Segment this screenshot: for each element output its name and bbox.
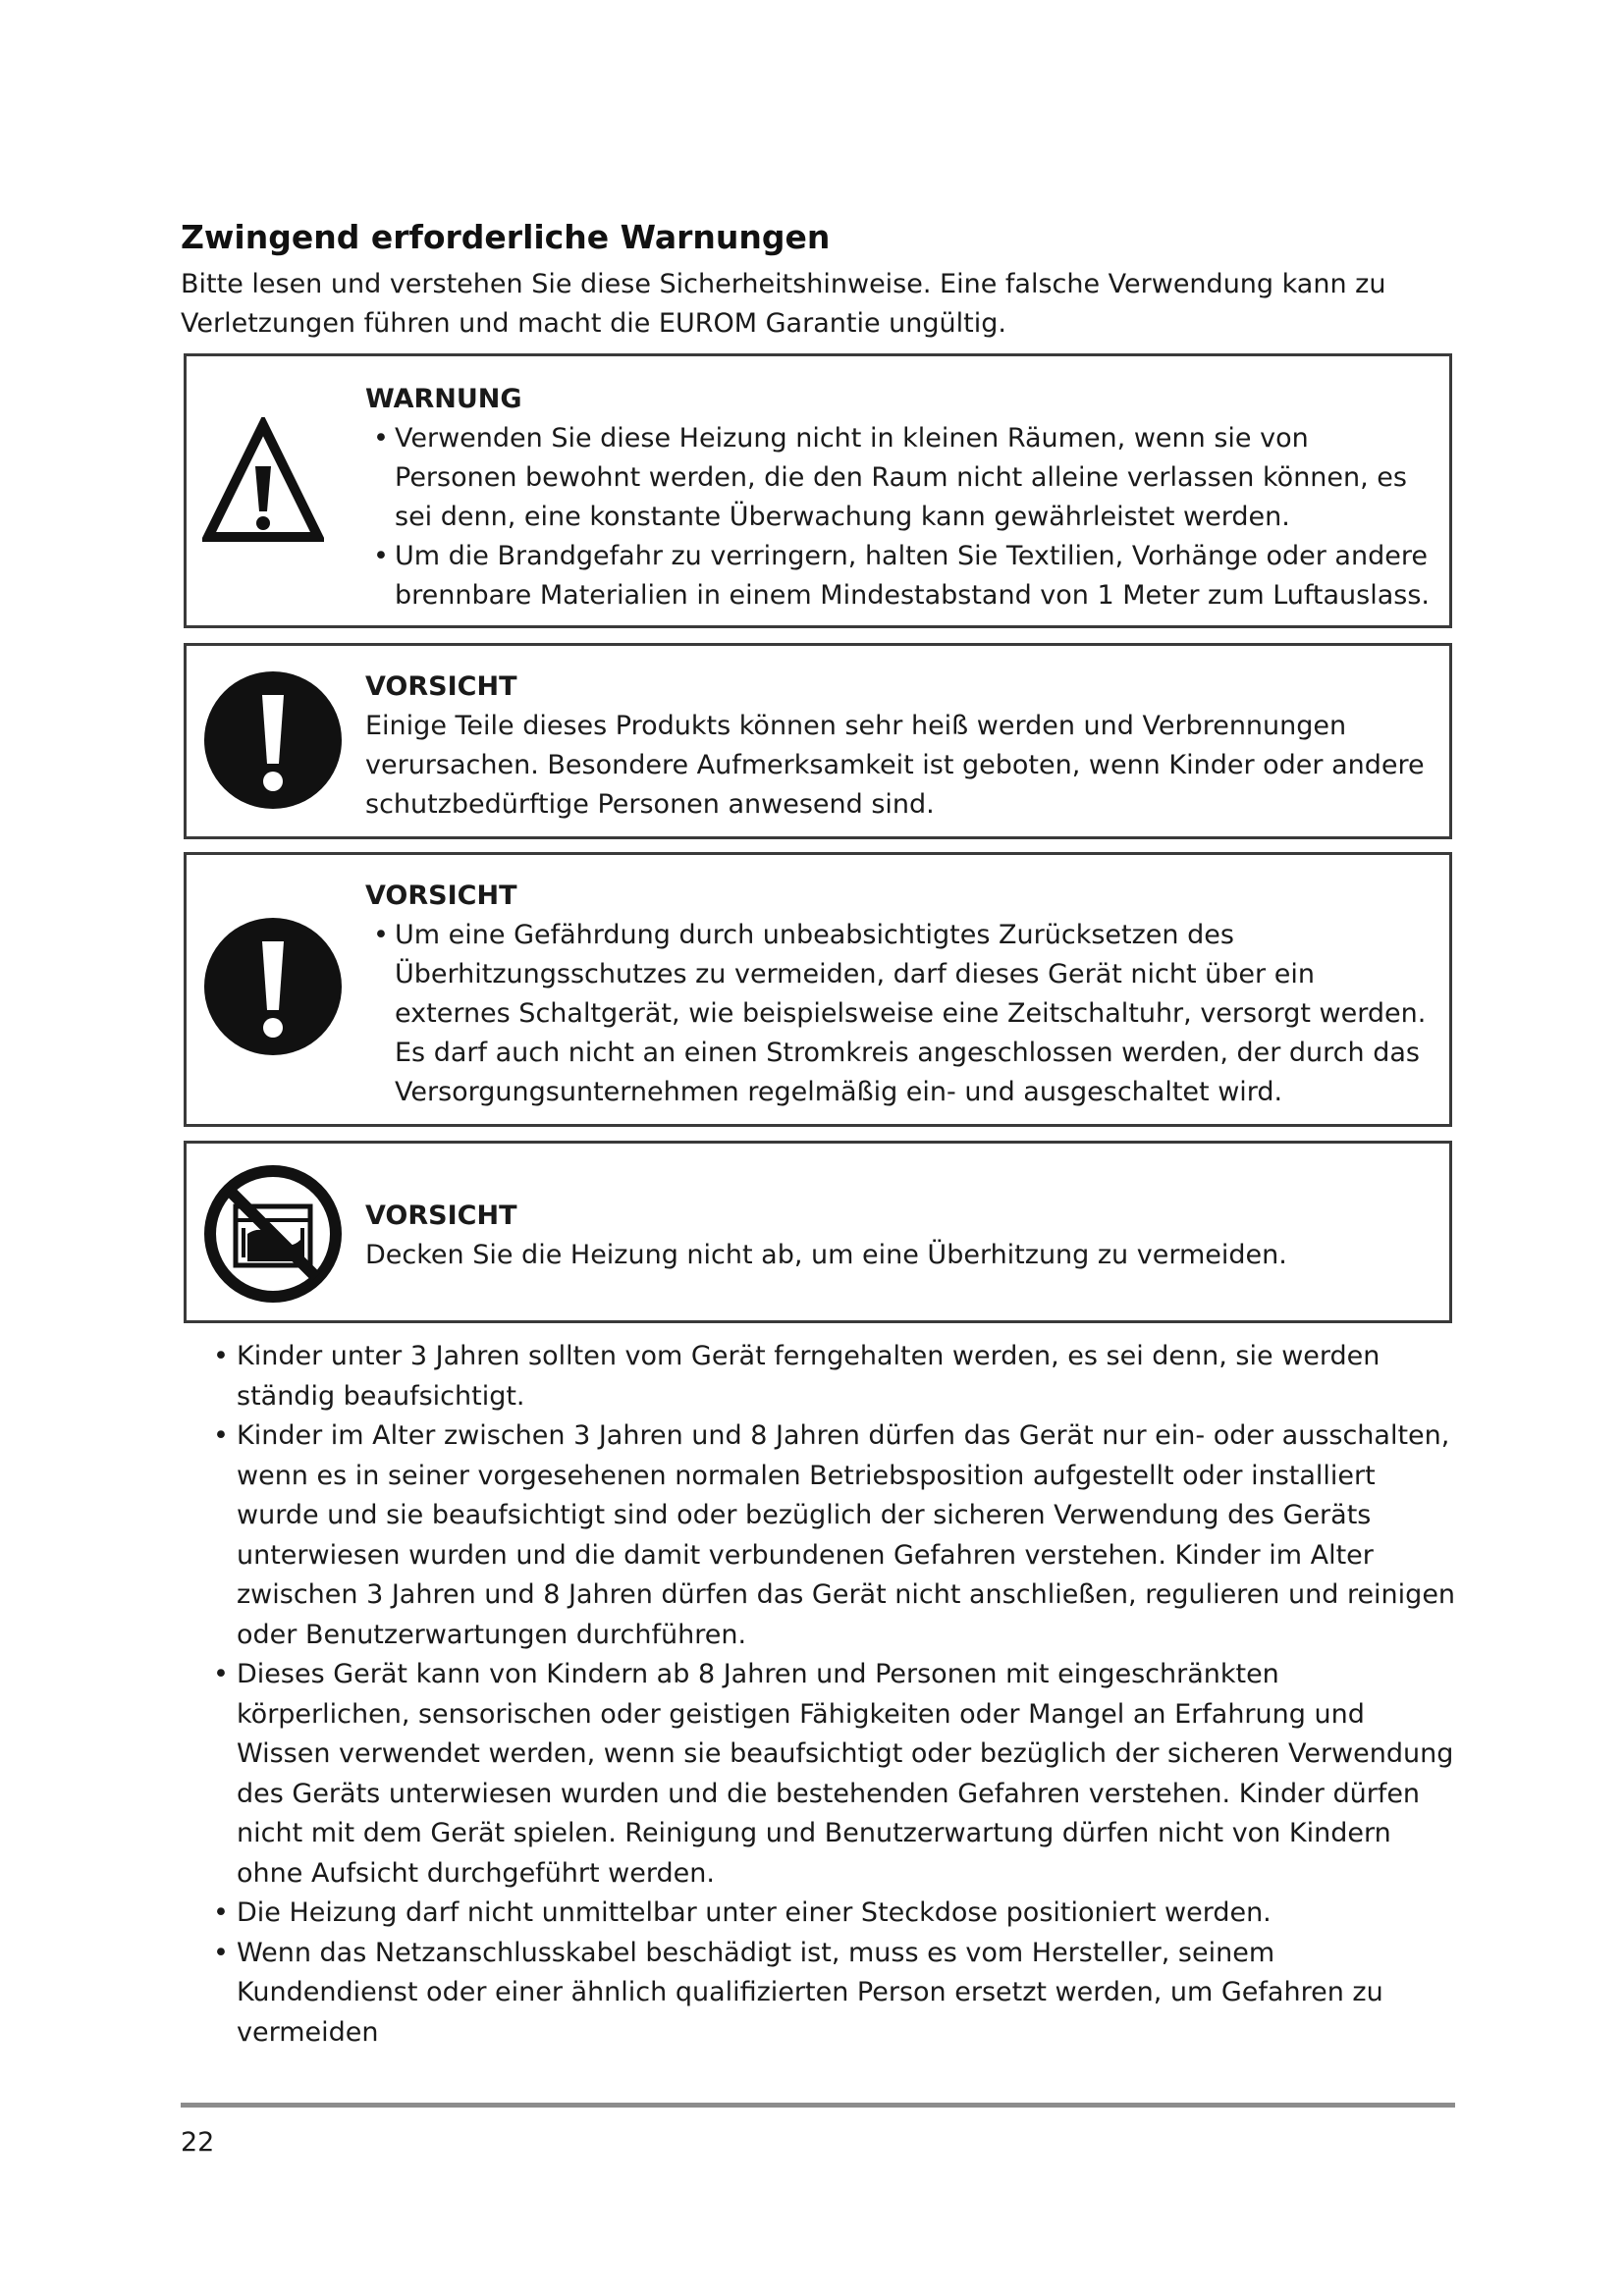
caution-text: Einige Teile dieses Produkts können sehr heiß werden und Verbrennungen verursachen. Besondere Aufmerksamkeit ist geboten, wenn Kinder oder andere schutzbedürftige Personen anwesend sind.: [365, 711, 1425, 820]
caution-bullets: [365, 916, 1430, 1112]
footer-divider: [181, 2103, 1455, 2108]
list-item: • Um eine Gefährdung durch unbeabsichtigtes Zurücksetzen des Überhitzungsschutzes zu vermeiden, darf dieses Gerät nicht über ein externes Schaltgerät, wie beispielsweise eine Zeitschaltuhr, versorgt werden. Es darf auch nicht an einen Stromkreis angeschlossen werden, der durch das Versorgungsunternehmen regelmäßig ein- und ausgeschaltet wird.: [365, 916, 1430, 1112]
warning-triangle-icon: [202, 417, 324, 545]
caution-text: Decken Sie die Heizung nicht ab, um eine Überhitzung zu vermeiden.: [365, 1240, 1287, 1270]
caution-box-timer: [184, 852, 1452, 1127]
exclamation-circle-icon: [202, 669, 344, 811]
list-item: • Kinder unter 3 Jahren sollten vom Gerät ferngehalten werden, es sei denn, sie werden ständig beaufsichtigt.: [213, 1337, 1460, 1416]
intro-text: Bitte lesen und verstehen Sie diese Sicherheitshinweise. Eine falsche Verwendung kann zu Verletzungen führen und macht die EUROM Garantie ungültig.: [181, 269, 1386, 339]
list-item: • Verwenden Sie diese Heizung nicht in kleinen Räumen, wenn sie von Personen bewohnt werden, die den Raum nicht alleine verlassen können, es sei denn, eine konstante Überwachung kann gewährleistet werden.: [365, 419, 1430, 537]
warning-label: WARNUNG: [365, 384, 522, 414]
list-item: • Dieses Gerät kann von Kindern ab 8 Jahren und Personen mit eingeschränkten körperlichen, sensorischen oder geistigen Fähigkeiten oder Mangel an Erfahrung und Wissen verwendet werden, wenn sie beaufsichtigt oder bezüglich der sicheren Verwendung des Geräts unterwiesen wurden und die bestehenden Gefahren verstehen. Kinder dürfen nicht mit dem Gerät spielen. Reinigung und Benutzerwartung dürfen nicht von Kindern ohne Aufsicht durchgeführt werden.: [213, 1655, 1460, 1894]
list-item: • Um die Brandgefahr zu verringern, halten Sie Textilien, Vorhänge oder andere brennbare Materialien in einem Mindestabstand von 1 Meter zum Luftauslass.: [365, 537, 1430, 615]
exclamation-circle-icon: [202, 916, 344, 1057]
caution-box-do-not-cover: [184, 1141, 1452, 1323]
caution-label: VORSICHT: [365, 671, 517, 702]
warning-bullets: [365, 419, 1430, 615]
do-not-cover-icon: [202, 1163, 344, 1305]
list-item: • Die Heizung darf nicht unmittelbar unter einer Steckdose positioniert werden.: [213, 1894, 1460, 1934]
page-number: 22: [181, 2127, 215, 2158]
warning-box: [184, 353, 1452, 628]
safety-notes-list: [213, 1337, 1460, 2053]
list-item: • Wenn das Netzanschlusskabel beschädigt ist, muss es vom Hersteller, seinem Kundendienst oder einer ähnlich qualifizierten Person ersetzt werden, um Gefahren zu vermeiden: [213, 1934, 1460, 2054]
list-item: • Kinder im Alter zwischen 3 Jahren und 8 Jahren dürfen das Gerät nur ein- oder ausschalten, wenn es in seiner vorgesehenen normalen Betriebsposition aufgestellt oder installiert wurde und sie beaufsichtigt sind oder bezüglich der sicheren Verwendung des Geräts unterwiesen wurden und die damit verbundenen Gefahren verstehen. Kinder im Alter zwischen 3 Jahren und 8 Jahren dürfen das Gerät nicht anschließen, regulieren und reinigen oder Benutzerwartungen durchführen.: [213, 1416, 1460, 1655]
caution-label: VORSICHT: [365, 881, 517, 911]
caution-box-hot-parts: [184, 643, 1452, 839]
caution-label: VORSICHT: [365, 1201, 517, 1231]
page-title: Zwingend erforderliche Warnungen: [181, 218, 831, 256]
